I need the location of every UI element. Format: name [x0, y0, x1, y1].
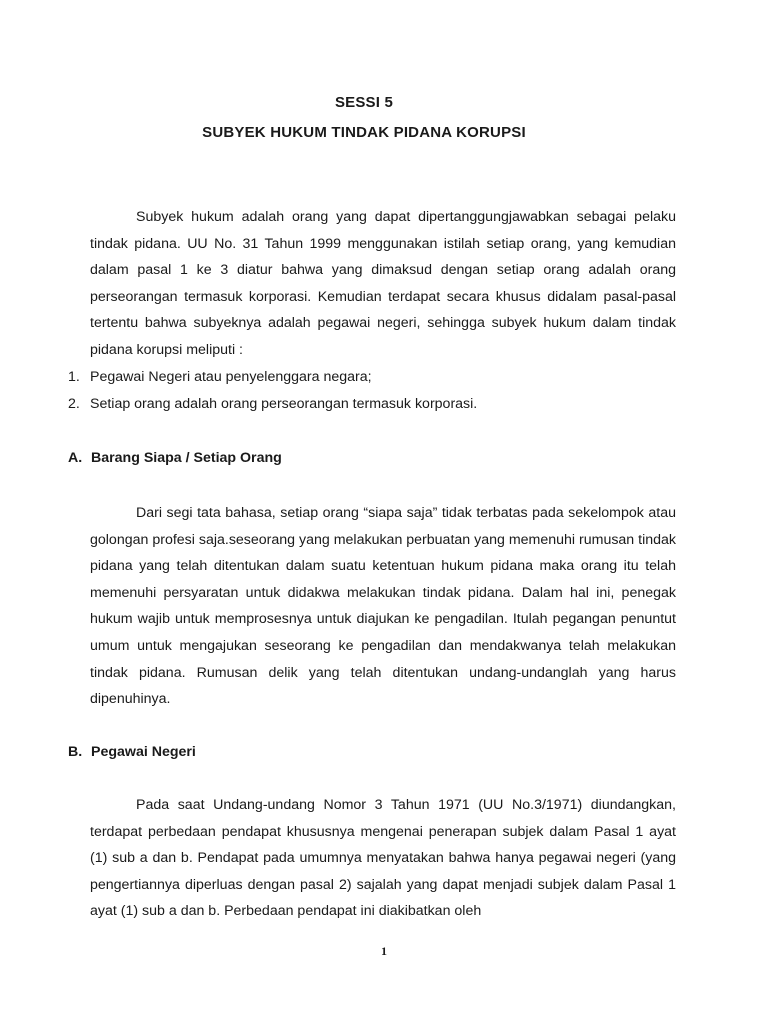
list-item-number: 1. [68, 369, 80, 385]
section-a-paragraph: Dari segi tata bahasa, setiap orang “siapa saja” tidak terbatas pada sekelompok atau golongan profesi saja.seseorang yang melakukan perbuatan yang memenuhi rumusan tindak pidana yang telah ditentukan dalam suatu ketentuan hukum pidana maka orang itu telah memenuhi persyaratan untuk didakwa melakukan tindak pidana. Dalam hal ini, penegak hukum wajib untuk memprosesnya untuk diajukan ke pengadilan. Itulah pegangan penuntut umum untuk mengajukan seseorang ke pengadilan dan mendakwanya telah melakukan tindak pidana. Rumusan delik yang telah ditentukan undang-undanglah yang harus dipenuhinya. [90, 505, 677, 708]
section-b-heading [68, 744, 196, 760]
section-a-title: Barang Siapa / Setiap Orang [91, 450, 282, 466]
section-a-heading [68, 450, 282, 466]
main-title: SUBYEK HUKUM TINDAK PIDANA KORUPSI [202, 124, 526, 141]
section-b-letter: B. [68, 744, 83, 760]
section-b-paragraph: Pada saat Undang-undang Nomor 3 Tahun 1971 (UU No.3/1971) diundangkan, terdapat perbedaan pendapat khususnya mengenai penerapan subjek dalam Pasal 1 ayat (1) sub a dan b. Pendapat pada umumnya menyatakan bahwa hanya pegawai negeri (yang pengertiannya diperluas dengan pasal 2) sajalah yang dapat menjadi subjek dalam Pasal 1 ayat (1) sub a dan b. Perbedaan pendapat ini diakibatkan oleh [90, 797, 676, 920]
subject-list [68, 364, 477, 417]
intro-paragraph: Subyek hukum adalah orang yang dapat dipertanggungjawabkan sebagai pelaku tindak pidana. UU No. 31 Tahun 1999 menggunakan istilah setiap orang, yang kemudian dalam pasal 1 ke 3 diatur bahwa yang dimaksud dengan setiap orang adalah orang perseorangan termasuk korporasi. Kemudian terdapat secara khusus didalam pasal-pasal tertentu bahwa subyeknya adalah pegawai negeri, sehingga subyek hukum dalam tindak pidana korupsi meliputi : [90, 209, 676, 358]
list-item-text: Pegawai Negeri atau penyelenggara negara; [90, 369, 372, 385]
list-item [68, 364, 477, 391]
list-item-text: Setiap orang adalah orang perseorangan termasuk korporasi. [90, 395, 478, 412]
section-a-letter: A. [68, 450, 83, 466]
section-b-title: Pegawai Negeri [91, 744, 196, 760]
list-item-number: 2. [68, 395, 80, 412]
page-number: 1 [381, 944, 387, 958]
list-item [68, 391, 477, 418]
session-title: SESSI 5 [334, 94, 394, 111]
